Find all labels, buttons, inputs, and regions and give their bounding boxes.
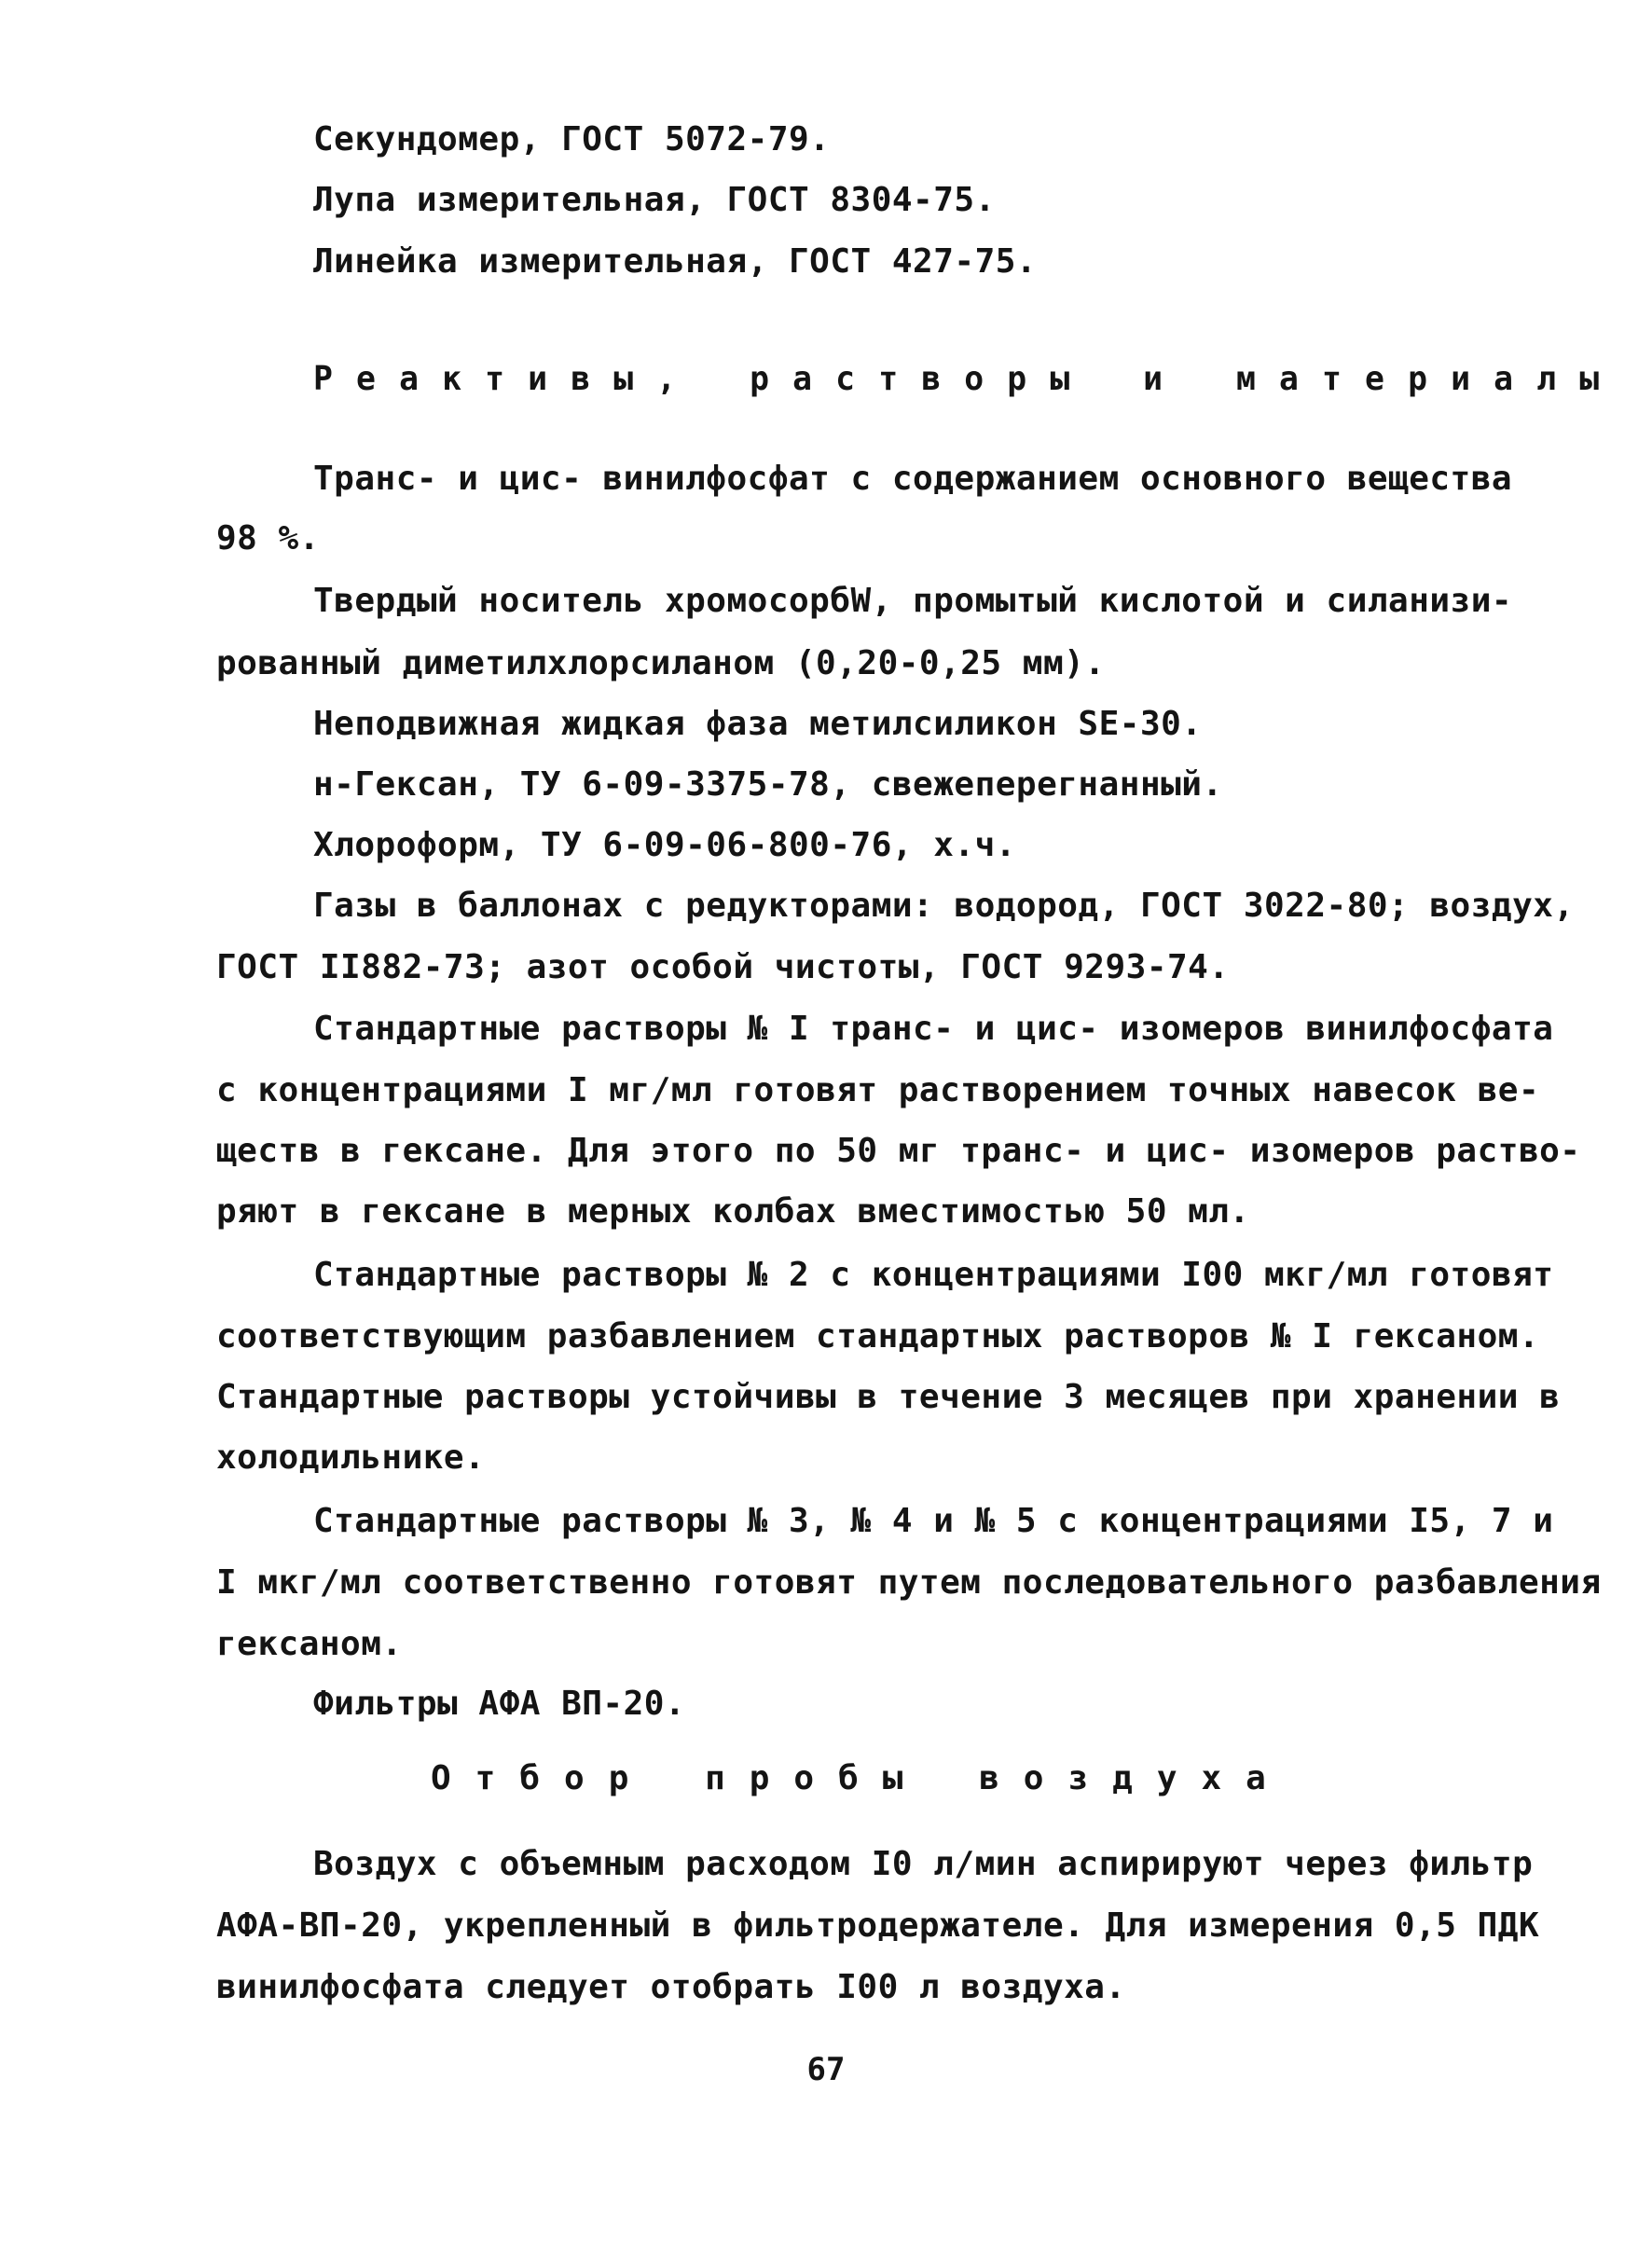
- standard-solution-1-cont: ществ в гексане. Для этого по 50 мг транс- и цис- изомеров раство-: [216, 1132, 1581, 1170]
- standard-solution-1-cont: с концентрациями I мг/мл готовят растворением точных навесок ве-: [216, 1071, 1540, 1109]
- equipment-stopwatch: Секундомер, ГОСТ 5072-79.: [313, 120, 831, 158]
- reagent-vinylphosphate: Транс- и цис- винилфосфат с содержанием основного вещества: [313, 460, 1513, 498]
- sampling-text: Воздух с объемным расходом I0 л/мин аспирируют через фильтр: [313, 1845, 1534, 1883]
- reagent-gases: Газы в баллонах с редукторами: водород, ГОСТ 3022-80; воздух,: [313, 887, 1575, 925]
- reagent-hexane: н-Гексан, ТУ 6-09-3375-78, свежеперегнанный.: [313, 765, 1223, 804]
- standard-solutions-3-5: Стандартные растворы № 3, № 4 и № 5 с концентрациями I5, 7 и: [313, 1502, 1554, 1540]
- equipment-magnifier: Лупа измерительная, ГОСТ 8304-75.: [313, 181, 996, 219]
- section-heading-sampling: [431, 1758, 1290, 1799]
- standard-solution-1-cont: ряют в гексане в мерных колбах вместимостью 50 мл.: [216, 1192, 1250, 1231]
- standard-solution-2-cont: Стандартные растворы устойчивы в течение 3 месяцев при хранении в: [216, 1378, 1561, 1416]
- heading-word: Отбор: [431, 1759, 654, 1797]
- reagent-vinylphosphate-cont: 98 %.: [216, 519, 320, 557]
- heading-word: растворы: [750, 360, 1094, 398]
- standard-solutions-3-5-cont: гексаном.: [216, 1625, 403, 1663]
- filters: Фильтры АФА ВП-20.: [313, 1685, 686, 1723]
- reagent-chloroform: Хлороформ, ТУ 6-09-06-800-76, х.ч.: [313, 826, 1016, 864]
- heading-word: пробы: [705, 1759, 928, 1797]
- sampling-text-cont: винилфосфата следует отобрать I00 л воздуха.: [216, 1968, 1126, 2006]
- standard-solution-2-cont: соответствующим разбавлением стандартных растворов № I гексаном.: [216, 1317, 1540, 1356]
- heading-word: воздуха: [979, 1759, 1290, 1797]
- standard-solution-2: Стандартные растворы № 2 с концентрациями I00 мкг/мл готовят: [313, 1256, 1554, 1294]
- page-number: 67: [806, 2051, 846, 2088]
- standard-solution-2-cont: холодильнике.: [216, 1438, 486, 1477]
- reagent-carrier: Твердый носитель хромосорбW, промытый кислотой и силанизи-: [313, 582, 1513, 620]
- section-heading-reagents: [313, 359, 1622, 400]
- equipment-ruler: Линейка измерительная, ГОСТ 427-75.: [313, 242, 1038, 281]
- heading-word: материалы: [1235, 360, 1623, 398]
- standard-solution-1: Стандартные растворы № I транс- и цис- изомеров винилфосфата: [313, 1010, 1554, 1048]
- reagent-gases-cont: ГОСТ II882-73; азот особой чистоты, ГОСТ 9293-74.: [216, 948, 1230, 986]
- heading-word: и: [1143, 360, 1187, 398]
- sampling-text-cont: АФА-ВП-20, укрепленный в фильтродержателе. Для измерения 0,5 ПДК: [216, 1906, 1540, 1945]
- standard-solutions-3-5-cont: I мкг/мл соответственно готовят путем последовательного разбавления: [216, 1563, 1602, 1602]
- heading-word: Реактивы,: [313, 360, 700, 398]
- reagent-stationary-phase: Неподвижная жидкая фаза метилсиликон SE-30.: [313, 705, 1203, 743]
- reagent-carrier-cont: рованный диметилхлорсиланом (0,20-0,25 мм).: [216, 644, 1106, 682]
